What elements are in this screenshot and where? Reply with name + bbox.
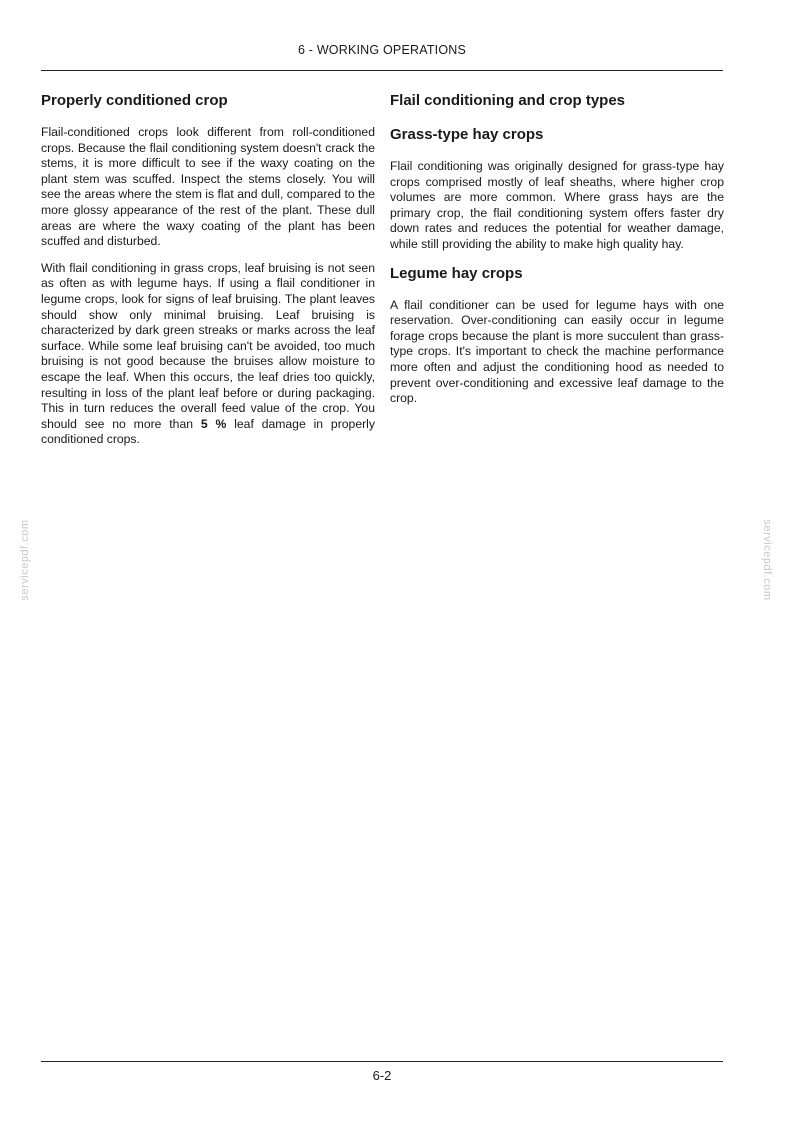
leaf-damage-value: 5 % bbox=[200, 416, 227, 431]
watermark-left: servicepdf.com bbox=[19, 519, 31, 601]
header-rule bbox=[41, 70, 723, 71]
paragraph-leaf-bruising bbox=[41, 261, 375, 448]
running-header: 6 - WORKING OPERATIONS bbox=[297, 43, 467, 57]
paragraph-grass-type: Flail conditioning was originally designed for grass-type hay crops comprised mostly of leaf sheaths, where higher crop volumes are more common. Where grass hays are the primary crop, the flail conditioning system offers faster dry down rates and reduces the potential for weather damage, while still providing the ability to make high quality hay. bbox=[390, 159, 724, 251]
subheading-grass-type-hay-crops: Grass-type hay crops bbox=[390, 126, 544, 143]
footer-rule bbox=[41, 1061, 723, 1062]
left-column bbox=[41, 91, 375, 459]
paragraph-flail-conditioned-crops: Flail-conditioned crops look different from roll-conditioned crops. Because the flail conditioning system doesn't crack the stems, it is more difficult to see if the waxy coating on the plant stem was scuffed. Inspect the stems closely. You will see the areas where the stem is flat and dull, compared to the more glossy appearance of the rest of the plant. These dull areas are where the waxy coating of the plant has been scuffed and disturbed. bbox=[41, 125, 375, 249]
paragraph-leaf-bruising-end: leaf damage in properly conditioned crops. bbox=[41, 416, 375, 447]
paragraph-legume: A flail conditioner can be used for legume hays with one reservation. Over-conditioning can easily occur in legume forage crops because the plant is more succulent than grass-type crops. It's important to check the machine performance more often and adjust the conditioning hood as needed to prevent over-conditioning and excessive leaf damage to the crop. bbox=[390, 297, 724, 406]
section-heading-flail-conditioning: Flail conditioning and crop types bbox=[390, 92, 626, 109]
paragraph-leaf-bruising-text: With flail conditioning in grass crops, leaf bruising is not seen as often as with legume hays. If using a flail conditioner in legume crops, look for signs of leaf bruising. The plant leaves should show only minimal bruising. Leaf bruising is characterized by dark green streaks or marks across the leaf surface. While some leaf bruising can't be avoided, too much bruising is not good because the bruises allow moisture to escape the leaf. When this occurs, the leaf dries too quickly, resulting in loss of the plant leaf before or during packaging. This in turn reduces the overall feed value of the crop. You should see no more than bbox=[41, 260, 375, 431]
page-number: 6-2 bbox=[372, 1068, 392, 1083]
section-heading-properly-conditioned-crop: Properly conditioned crop bbox=[41, 92, 228, 109]
subheading-legume-hay-crops: Legume hay crops bbox=[390, 264, 523, 282]
watermark-right: servicepdf.com bbox=[761, 519, 773, 601]
right-column bbox=[390, 91, 724, 418]
